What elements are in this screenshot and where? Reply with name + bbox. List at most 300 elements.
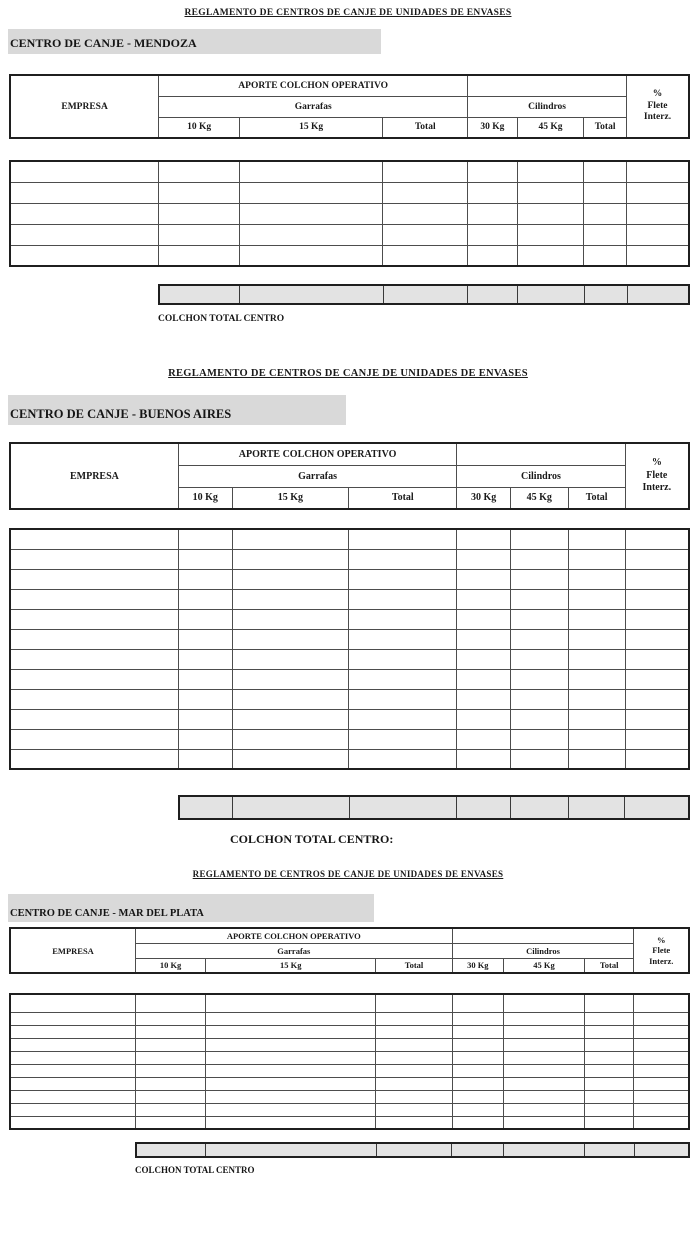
total-cell[interactable] [179, 796, 233, 819]
header-table [9, 442, 690, 510]
entry-cell[interactable] [457, 649, 511, 669]
entry-cell[interactable] [510, 649, 568, 669]
entry-cell[interactable] [232, 669, 349, 689]
entry-cell[interactable] [625, 689, 689, 709]
header-table [9, 927, 690, 974]
total-cell[interactable] [159, 285, 240, 304]
entry-cell[interactable] [568, 729, 625, 749]
entry-cell[interactable] [10, 1025, 136, 1038]
entry-cell[interactable] [349, 629, 457, 649]
entry-cell[interactable] [206, 1103, 376, 1116]
flete-line: Flete [646, 469, 668, 481]
entry-cell[interactable] [349, 549, 457, 569]
entry-cell[interactable] [349, 749, 457, 769]
cilindros-header-cell: Cilindros [457, 465, 625, 487]
entry-row [10, 729, 689, 749]
entry-cell[interactable] [206, 1051, 376, 1064]
entry-row [10, 589, 689, 609]
entry-row [10, 182, 689, 203]
entry-cell[interactable] [10, 1077, 136, 1090]
entry-cell[interactable] [517, 203, 584, 224]
entry-cell[interactable] [383, 224, 468, 245]
entry-cell[interactable] [10, 549, 178, 569]
entry-cell[interactable] [178, 669, 232, 689]
entry-cell[interactable] [634, 1025, 689, 1038]
entry-row [10, 224, 689, 245]
entry-table [9, 528, 690, 770]
entry-cell[interactable] [634, 1064, 689, 1077]
entry-cell[interactable] [10, 1103, 136, 1116]
entry-cell[interactable] [376, 1038, 452, 1051]
total-cell[interactable] [468, 285, 518, 304]
entry-cell[interactable] [584, 182, 627, 203]
empresa-header-cell: EMPRESA [10, 443, 178, 509]
entry-cell[interactable] [206, 1064, 376, 1077]
entry-cell[interactable] [376, 1090, 452, 1103]
center-name-label: CENTRO DE CANJE - BUENOS AIRES [10, 407, 232, 421]
entry-cell[interactable] [376, 1051, 452, 1064]
entry-cell[interactable] [240, 245, 383, 266]
col-header-15kg: 15 Kg [240, 117, 383, 138]
entry-cell[interactable] [468, 245, 518, 266]
flete-line: % [652, 88, 663, 99]
colchon-total-label: COLCHON TOTAL CENTRO [135, 1165, 255, 1175]
entry-cell[interactable] [178, 649, 232, 669]
total-cell[interactable] [634, 1143, 689, 1157]
entry-cell[interactable] [627, 182, 690, 203]
entry-cell[interactable] [10, 669, 178, 689]
entry-row [10, 629, 689, 649]
flete-header-cell [625, 443, 689, 509]
entry-cell[interactable] [232, 629, 349, 649]
entry-cell[interactable] [136, 1051, 206, 1064]
entry-cell[interactable] [510, 629, 568, 649]
entry-cell[interactable] [206, 1116, 376, 1129]
entry-cell[interactable] [376, 1012, 452, 1025]
entry-cell[interactable] [568, 669, 625, 689]
total-cell[interactable] [627, 285, 689, 304]
entry-cell[interactable] [10, 161, 159, 182]
entry-cell[interactable] [349, 589, 457, 609]
entry-cell[interactable] [457, 729, 511, 749]
entry-cell[interactable] [10, 689, 178, 709]
entry-cell[interactable] [627, 203, 690, 224]
col-header-45kg: 45 Kg [504, 958, 585, 973]
entry-cell[interactable] [349, 569, 457, 589]
entry-cell[interactable] [634, 994, 689, 1012]
totals-table [158, 284, 690, 305]
entry-cell[interactable] [504, 1038, 585, 1051]
cilindros-header-cell: Cilindros [468, 96, 627, 117]
entry-cell[interactable] [232, 729, 349, 749]
entry-cell[interactable] [178, 609, 232, 629]
entry-row [10, 549, 689, 569]
total-cell[interactable] [136, 1143, 206, 1157]
entry-cell[interactable] [457, 669, 511, 689]
entry-cell[interactable] [468, 203, 518, 224]
entry-cell[interactable] [504, 1064, 585, 1077]
entry-cell[interactable] [136, 1077, 206, 1090]
entry-cell[interactable] [178, 709, 232, 729]
entry-cell[interactable] [625, 709, 689, 729]
entry-cell[interactable] [584, 1038, 634, 1051]
entry-cell[interactable] [627, 245, 690, 266]
entry-cell[interactable] [159, 224, 240, 245]
entry-cell[interactable] [376, 1103, 452, 1116]
entry-cell[interactable] [504, 1103, 585, 1116]
entry-cell[interactable] [510, 609, 568, 629]
col-header-10kg: 10 Kg [136, 958, 206, 973]
entry-cell[interactable] [10, 1051, 136, 1064]
entry-cell[interactable] [504, 1116, 585, 1129]
col-header-15kg: 15 Kg [232, 487, 349, 509]
entry-cell[interactable] [383, 203, 468, 224]
total-cell[interactable] [452, 1143, 504, 1157]
entry-cell[interactable] [136, 1025, 206, 1038]
entry-cell[interactable] [10, 609, 178, 629]
entry-cell[interactable] [584, 1116, 634, 1129]
col-header-15kg: 15 Kg [206, 958, 376, 973]
entry-cell[interactable] [468, 224, 518, 245]
entry-cell[interactable] [457, 569, 511, 589]
col-header-total-cilindros: Total [584, 958, 634, 973]
entry-cell[interactable] [584, 203, 627, 224]
entry-cell[interactable] [232, 709, 349, 729]
center-name-bar [8, 894, 374, 922]
entry-cell[interactable] [634, 1012, 689, 1025]
col-header-30kg: 30 Kg [457, 487, 511, 509]
entry-cell[interactable] [376, 1025, 452, 1038]
entry-cell[interactable] [452, 1103, 504, 1116]
entry-cell[interactable] [136, 1064, 206, 1077]
total-cell[interactable] [457, 796, 511, 819]
entry-cell[interactable] [452, 1116, 504, 1129]
entry-cell[interactable] [457, 689, 511, 709]
entry-cell[interactable] [178, 589, 232, 609]
entry-cell[interactable] [634, 1038, 689, 1051]
total-cell[interactable] [568, 796, 625, 819]
entry-cell[interactable] [232, 609, 349, 629]
entry-cell[interactable] [625, 729, 689, 749]
cilindros-header-cell: Cilindros [452, 943, 634, 958]
entry-cell[interactable] [625, 589, 689, 609]
entry-cell[interactable] [625, 569, 689, 589]
entry-cell[interactable] [232, 569, 349, 589]
entry-cell[interactable] [10, 589, 178, 609]
entry-cell[interactable] [457, 629, 511, 649]
entry-cell[interactable] [10, 729, 178, 749]
entry-cell[interactable] [10, 224, 159, 245]
entry-cell[interactable] [10, 1038, 136, 1051]
entry-cell[interactable] [452, 1077, 504, 1090]
blank-header-cell [457, 443, 625, 465]
document-title: REGLAMENTO DE CENTROS DE CANJE DE UNIDADES DE ENVASES [168, 368, 528, 379]
entry-cell[interactable] [517, 161, 584, 182]
entry-cell[interactable] [136, 994, 206, 1012]
entry-row [10, 609, 689, 629]
entry-cell[interactable] [206, 1077, 376, 1090]
entry-cell[interactable] [136, 1012, 206, 1025]
center-name-bar [8, 29, 381, 54]
totals-row [159, 285, 689, 304]
entry-cell[interactable] [232, 689, 349, 709]
entry-cell[interactable] [240, 224, 383, 245]
entry-cell[interactable] [349, 669, 457, 689]
entry-cell[interactable] [625, 749, 689, 769]
total-cell[interactable] [584, 1143, 634, 1157]
entry-cell[interactable] [625, 609, 689, 629]
entry-cell[interactable] [625, 669, 689, 689]
entry-row [10, 649, 689, 669]
entry-row [10, 709, 689, 729]
entry-row [10, 669, 689, 689]
entry-cell[interactable] [510, 729, 568, 749]
entry-cell[interactable] [232, 649, 349, 669]
center-name-label: CENTRO DE CANJE - MENDOZA [10, 36, 197, 50]
entry-cell[interactable] [510, 669, 568, 689]
entry-cell[interactable] [584, 1051, 634, 1064]
entry-cell[interactable] [178, 569, 232, 589]
entry-cell[interactable] [136, 1116, 206, 1129]
entry-cell[interactable] [10, 1090, 136, 1103]
entry-cell[interactable] [625, 529, 689, 549]
entry-cell[interactable] [383, 245, 468, 266]
entry-cell[interactable] [383, 182, 468, 203]
entry-cell[interactable] [232, 549, 349, 569]
entry-cell[interactable] [510, 529, 568, 549]
entry-cell[interactable] [510, 689, 568, 709]
total-cell[interactable] [206, 1143, 376, 1157]
entry-cell[interactable] [178, 549, 232, 569]
entry-cell[interactable] [568, 589, 625, 609]
entry-row [10, 1038, 689, 1051]
blank-header-cell [468, 75, 627, 96]
total-cell[interactable] [504, 1143, 585, 1157]
entry-cell[interactable] [452, 1012, 504, 1025]
entry-cell[interactable] [159, 245, 240, 266]
entry-cell[interactable] [349, 649, 457, 669]
entry-cell[interactable] [159, 161, 240, 182]
entry-cell[interactable] [178, 749, 232, 769]
col-header-45kg: 45 Kg [517, 117, 584, 138]
entry-cell[interactable] [457, 589, 511, 609]
entry-cell[interactable] [349, 729, 457, 749]
entry-cell[interactable] [504, 1051, 585, 1064]
empresa-header-cell: EMPRESA [10, 928, 136, 973]
empresa-header-cell: EMPRESA [10, 75, 159, 138]
entry-cell[interactable] [634, 1090, 689, 1103]
entry-cell[interactable] [206, 994, 376, 1012]
entry-cell[interactable] [584, 1090, 634, 1103]
entry-cell[interactable] [376, 1116, 452, 1129]
entry-cell[interactable] [240, 161, 383, 182]
entry-cell[interactable] [568, 749, 625, 769]
entry-cell[interactable] [625, 649, 689, 669]
totals-table [178, 795, 690, 820]
entry-cell[interactable] [10, 1012, 136, 1025]
entry-cell[interactable] [452, 994, 504, 1012]
entry-cell[interactable] [584, 1103, 634, 1116]
entry-cell[interactable] [452, 1025, 504, 1038]
total-cell[interactable] [349, 796, 457, 819]
entry-cell[interactable] [10, 749, 178, 769]
entry-cell[interactable] [10, 649, 178, 669]
entry-cell[interactable] [627, 161, 690, 182]
entry-cell[interactable] [349, 609, 457, 629]
entry-cell[interactable] [136, 1090, 206, 1103]
entry-cell[interactable] [627, 224, 690, 245]
entry-cell[interactable] [240, 182, 383, 203]
total-cell[interactable] [510, 796, 568, 819]
entry-cell[interactable] [568, 629, 625, 649]
col-header-30kg: 30 Kg [452, 958, 504, 973]
total-cell[interactable] [233, 796, 350, 819]
entry-cell[interactable] [136, 1103, 206, 1116]
entry-cell[interactable] [568, 549, 625, 569]
entry-cell[interactable] [584, 1077, 634, 1090]
entry-cell[interactable] [634, 1051, 689, 1064]
entry-cell[interactable] [584, 1012, 634, 1025]
entry-row [10, 689, 689, 709]
entry-cell[interactable] [383, 161, 468, 182]
entry-cell[interactable] [584, 161, 627, 182]
entry-cell[interactable] [504, 1077, 585, 1090]
entry-cell[interactable] [517, 182, 584, 203]
entry-cell[interactable] [10, 709, 178, 729]
flete-header-cell [634, 928, 689, 973]
entry-cell[interactable] [232, 749, 349, 769]
section-buenos-aires [0, 324, 696, 847]
entry-cell[interactable] [232, 589, 349, 609]
entry-cell[interactable] [625, 629, 689, 649]
entry-cell[interactable] [568, 609, 625, 629]
entry-cell[interactable] [584, 1064, 634, 1077]
entry-cell[interactable] [634, 1077, 689, 1090]
entry-cell[interactable] [452, 1038, 504, 1051]
entry-cell[interactable] [10, 1064, 136, 1077]
total-cell[interactable] [585, 285, 628, 304]
document-title: REGLAMENTO DE CENTROS DE CANJE DE UNIDADES DE ENVASES [184, 8, 512, 18]
col-header-10kg: 10 Kg [159, 117, 240, 138]
flete-line: Flete [647, 100, 668, 111]
entry-cell[interactable] [206, 1025, 376, 1038]
entry-cell[interactable] [457, 749, 511, 769]
entry-cell[interactable] [178, 729, 232, 749]
entry-cell[interactable] [240, 203, 383, 224]
entry-cell[interactable] [178, 629, 232, 649]
entry-cell[interactable] [10, 529, 178, 549]
col-header-total-cilindros: Total [584, 117, 627, 138]
entry-cell[interactable] [468, 182, 518, 203]
entry-cell[interactable] [178, 529, 232, 549]
entry-cell[interactable] [376, 1064, 452, 1077]
entry-cell[interactable] [349, 689, 457, 709]
total-cell[interactable] [383, 285, 468, 304]
entry-cell[interactable] [568, 709, 625, 729]
total-cell[interactable] [625, 796, 689, 819]
entry-cell[interactable] [504, 1012, 585, 1025]
entry-cell[interactable] [584, 245, 627, 266]
entry-table [9, 160, 690, 267]
entry-cell[interactable] [159, 203, 240, 224]
entry-cell[interactable] [349, 709, 457, 729]
entry-cell[interactable] [568, 649, 625, 669]
entry-row [10, 1090, 689, 1103]
entry-row [10, 529, 689, 549]
flete-line: % [651, 457, 662, 469]
entry-cell[interactable] [232, 529, 349, 549]
entry-cell[interactable] [10, 245, 159, 266]
entry-cell[interactable] [452, 1051, 504, 1064]
entry-cell[interactable] [349, 529, 457, 549]
entry-cell[interactable] [10, 629, 178, 649]
entry-cell[interactable] [457, 549, 511, 569]
entry-cell[interactable] [634, 1103, 689, 1116]
entry-cell[interactable] [504, 1025, 585, 1038]
flete-line: Interz. [643, 112, 672, 123]
entry-cell[interactable] [510, 749, 568, 769]
entry-cell[interactable] [584, 994, 634, 1012]
entry-cell[interactable] [568, 529, 625, 549]
entry-cell[interactable] [510, 569, 568, 589]
col-header-total-garrafas: Total [383, 117, 468, 138]
entry-cell[interactable] [568, 689, 625, 709]
entry-cell[interactable] [517, 245, 584, 266]
total-cell[interactable] [240, 285, 384, 304]
entry-cell[interactable] [159, 182, 240, 203]
entry-cell[interactable] [206, 1090, 376, 1103]
entry-row [10, 749, 689, 769]
entry-cell[interactable] [504, 1090, 585, 1103]
aporte-header-cell: APORTE COLCHON OPERATIVO [136, 928, 452, 943]
entry-cell[interactable] [584, 224, 627, 245]
entry-row [10, 569, 689, 589]
entry-cell[interactable] [452, 1064, 504, 1077]
entry-cell[interactable] [634, 1116, 689, 1129]
entry-cell[interactable] [10, 569, 178, 589]
entry-cell[interactable] [510, 589, 568, 609]
entry-cell[interactable] [206, 1012, 376, 1025]
entry-cell[interactable] [376, 1077, 452, 1090]
entry-cell[interactable] [510, 709, 568, 729]
entry-cell[interactable] [457, 529, 511, 549]
entry-cell[interactable] [625, 549, 689, 569]
entry-cell[interactable] [457, 709, 511, 729]
entry-cell[interactable] [452, 1090, 504, 1103]
entry-cell[interactable] [457, 609, 511, 629]
entry-cell[interactable] [178, 689, 232, 709]
entry-cell[interactable] [510, 549, 568, 569]
entry-cell[interactable] [568, 569, 625, 589]
entry-cell[interactable] [10, 203, 159, 224]
entry-cell[interactable] [468, 161, 518, 182]
entry-cell[interactable] [504, 994, 585, 1012]
total-cell[interactable] [376, 1143, 452, 1157]
totals-row [136, 1143, 689, 1157]
entry-cell[interactable] [136, 1038, 206, 1051]
center-name-label: CENTRO DE CANJE - MAR DEL PLATA [10, 908, 204, 919]
entry-cell[interactable] [10, 994, 136, 1012]
total-cell[interactable] [518, 285, 585, 304]
col-header-10kg: 10 Kg [178, 487, 232, 509]
entry-cell[interactable] [10, 1116, 136, 1129]
garrafas-header-cell: Garrafas [178, 465, 456, 487]
entry-cell[interactable] [584, 1025, 634, 1038]
entry-cell[interactable] [206, 1038, 376, 1051]
entry-cell[interactable] [517, 224, 584, 245]
entry-cell[interactable] [10, 182, 159, 203]
entry-cell[interactable] [376, 994, 452, 1012]
